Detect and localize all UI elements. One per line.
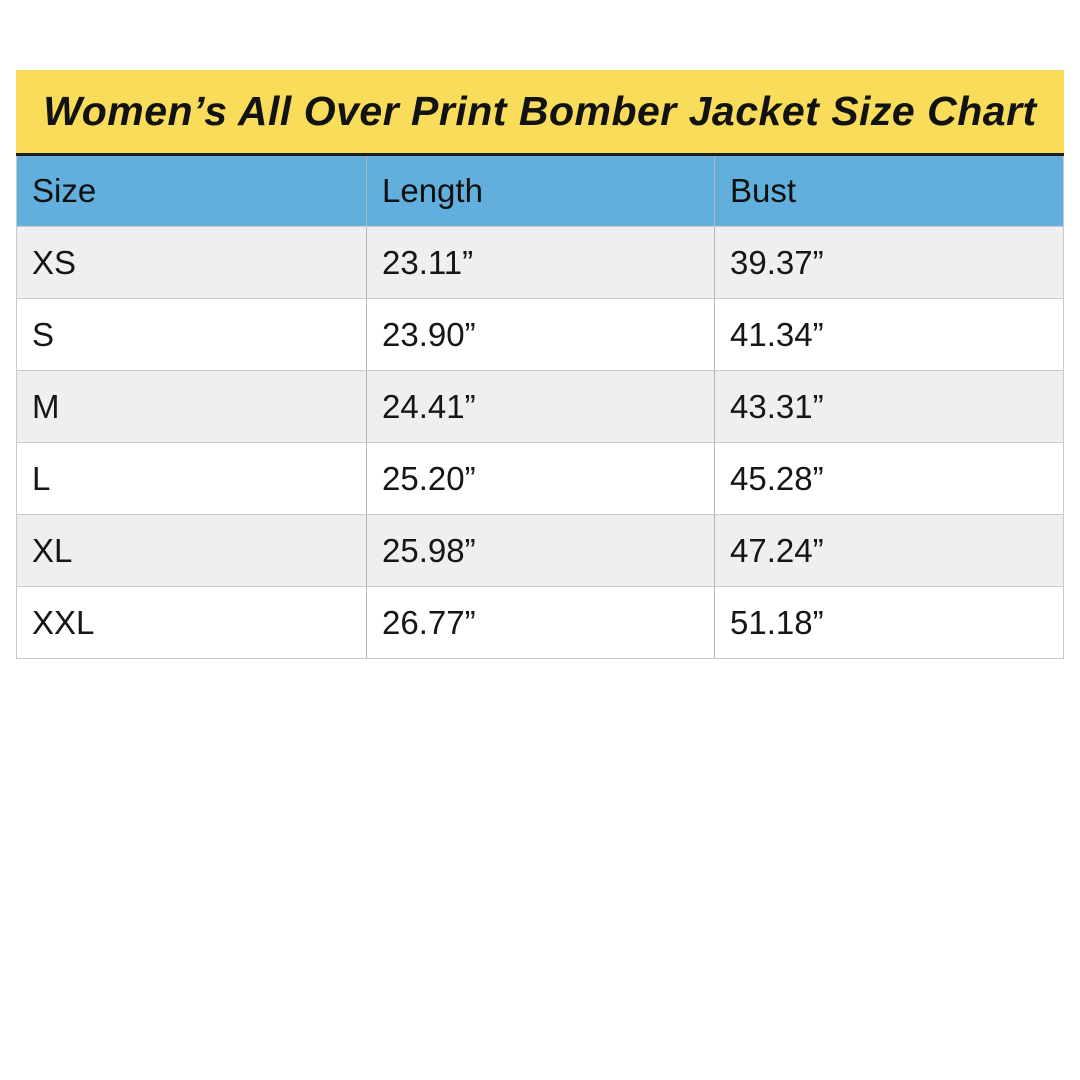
bust-cell: 39.37” <box>714 227 1063 298</box>
size-cell: XL <box>32 531 73 569</box>
table-row-xl <box>17 514 1063 586</box>
size-table <box>16 156 1064 659</box>
bust-cell: 47.24” <box>714 515 1063 586</box>
table-row-xxl <box>17 586 1063 658</box>
table-row-s <box>17 298 1063 370</box>
length-cell: 24.41” <box>366 371 714 442</box>
size-cell: S <box>32 315 55 353</box>
size-cell: XXL <box>32 603 95 641</box>
bust-cell: 41.34” <box>714 299 1063 370</box>
table-row-l <box>17 442 1063 514</box>
size-cell: M <box>32 387 60 425</box>
size-chart <box>16 70 1064 659</box>
length-cell: 23.90” <box>366 299 714 370</box>
length-cell: 25.98” <box>366 515 714 586</box>
length-cell: 23.11” <box>366 227 714 298</box>
column-header-bust: Bust <box>714 156 1063 226</box>
length-cell: 26.77” <box>366 587 714 658</box>
page-title: Women’s All Over Print Bomber Jacket Size Chart <box>43 88 1037 134</box>
bust-cell: 43.31” <box>714 371 1063 442</box>
table-header-row <box>17 156 1063 226</box>
table-row-xs <box>17 226 1063 298</box>
chart-title-banner <box>16 70 1064 156</box>
column-header-size: Size <box>32 172 97 209</box>
bust-cell: 51.18” <box>714 587 1063 658</box>
bust-cell: 45.28” <box>714 443 1063 514</box>
size-cell: L <box>32 459 51 497</box>
column-header-length: Length <box>366 156 714 226</box>
table-row-m <box>17 370 1063 442</box>
size-cell: XS <box>32 243 77 281</box>
length-cell: 25.20” <box>366 443 714 514</box>
